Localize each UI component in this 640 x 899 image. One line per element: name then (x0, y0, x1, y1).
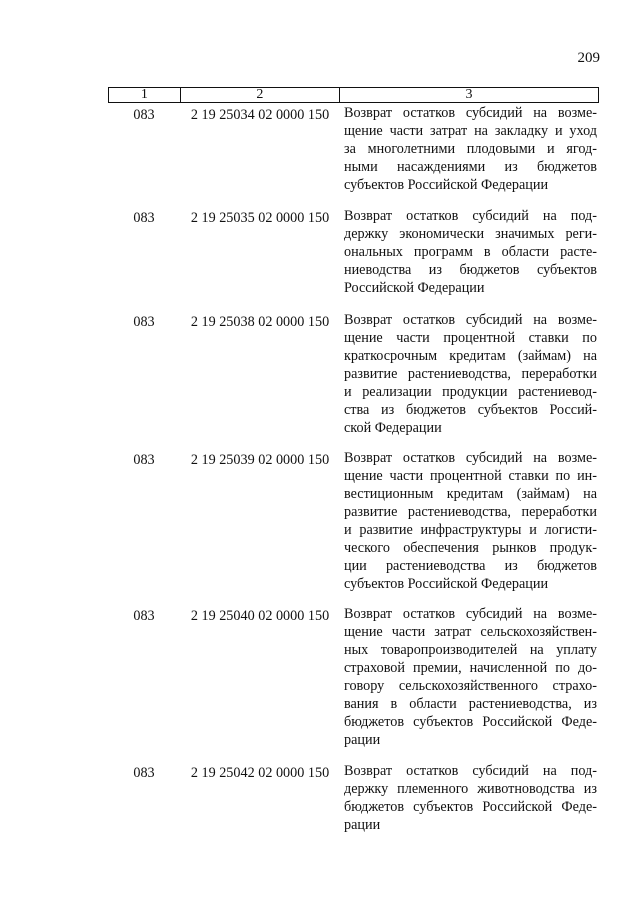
budget-classification-code-cell: 2 19 25035 02 0000 150 (190, 210, 330, 226)
admin-code-cell: 083 (133, 608, 155, 624)
table-row (108, 311, 599, 437)
page-number: 209 (577, 50, 600, 66)
column-header-1: 1 (109, 88, 181, 102)
description-line: и развитие инфраструктуры и логисти- (344, 522, 597, 538)
description-line: ства из бюджетов субъектов Россий- (344, 402, 597, 418)
description-line: Возврат остатков субсидий на возме- (344, 105, 597, 121)
description-line: ных товаропроизводителей на уплату (344, 642, 597, 658)
column-header-2: 2 (181, 88, 340, 102)
description-cell (340, 605, 597, 749)
description-cell (340, 104, 597, 194)
budget-classification-code-cell: 2 19 25040 02 0000 150 (190, 608, 330, 624)
description-line: вестиционным кредитам (займам) на (344, 486, 597, 502)
table-header-row (108, 87, 599, 103)
description-line: щение части процентной ставки по ин- (344, 468, 597, 484)
description-line: бюджетов субъектов Российской Феде- (344, 799, 597, 815)
admin-code-cell: 083 (133, 107, 155, 123)
description-line: щение части затрат на закладку и уход (344, 123, 597, 139)
description-line: Возврат остатков субсидий на возме- (344, 606, 597, 622)
budget-classification-code-cell: 2 19 25042 02 0000 150 (190, 765, 330, 781)
description-cell (340, 311, 597, 437)
description-line: ции растениеводства из бюджетов (344, 558, 597, 574)
description-line: вания в области растениеводства, из (344, 696, 597, 712)
description-line: Возврат остатков субсидий на под- (344, 208, 597, 224)
budget-classification-code-cell: 2 19 25038 02 0000 150 (190, 314, 330, 330)
description-line: щение части процентной ставки по (344, 330, 597, 346)
description-line: Возврат остатков субсидий на возме- (344, 450, 597, 466)
budget-classification-code-cell: 2 19 25034 02 0000 150 (190, 107, 330, 123)
description-line: Возврат остатков субсидий на возме- (344, 312, 597, 328)
description-line: бюджетов субъектов Российской Феде- (344, 714, 597, 730)
description-cell (340, 449, 597, 593)
description-line: рации (344, 732, 381, 748)
description-line: щение части затрат сельскохозяйствен- (344, 624, 597, 640)
description-line: краткосрочным кредитам (займам) на (344, 348, 597, 364)
admin-code-cell: 083 (133, 314, 155, 330)
description-line: ниеводства из бюджетов субъектов (344, 262, 597, 278)
description-line: за многолетними плодовыми и ягод- (344, 141, 597, 157)
description-line: и реализации продукции растениевод- (344, 384, 597, 400)
description-line: субъектов Российской Федерации (344, 576, 549, 592)
table-row (108, 449, 599, 593)
description-line: ональных программ в области расте- (344, 244, 597, 260)
table-row (108, 104, 599, 194)
description-line: страховой премии, начисленной по до- (344, 660, 597, 676)
budget-classification-code-cell: 2 19 25039 02 0000 150 (190, 452, 330, 468)
description-cell (340, 762, 597, 834)
column-header-3: 3 (465, 87, 473, 102)
description-line: ской Федерации (344, 420, 442, 436)
description-line: говору сельскохозяйственного страхо- (344, 678, 597, 694)
description-line: ческого обеспечения рынков продук- (344, 540, 597, 556)
table-row (108, 207, 599, 297)
admin-code-cell: 083 (133, 210, 155, 226)
admin-code-cell: 083 (133, 452, 155, 468)
description-line: держку экономически значимых реги- (344, 226, 597, 242)
description-line: держку племенного животноводства из (344, 781, 597, 797)
description-line: субъектов Российской Федерации (344, 177, 549, 193)
admin-code-cell: 083 (133, 765, 155, 781)
description-cell (340, 207, 597, 297)
description-line: развитие растениеводства, переработки (344, 504, 597, 520)
description-line: ными насаждениями из бюджетов (344, 159, 597, 175)
description-line: Российской Федерации (344, 280, 485, 296)
budget-code-table (108, 87, 599, 833)
description-line: рации (344, 817, 381, 833)
description-line: развитие растениеводства, переработки (344, 366, 597, 382)
description-line: Возврат остатков субсидий на под- (344, 763, 597, 779)
table-row (108, 605, 599, 749)
table-row (108, 762, 599, 834)
